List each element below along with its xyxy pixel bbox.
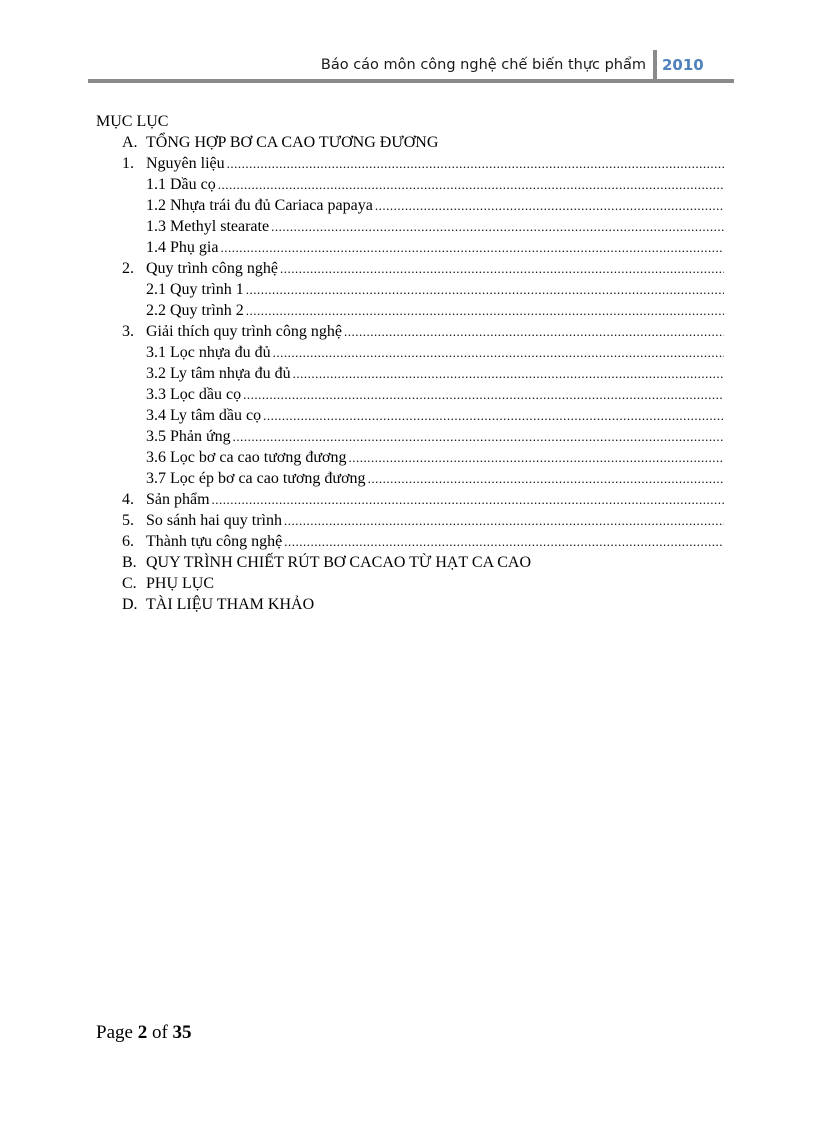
toc-item[interactable] xyxy=(146,300,724,321)
toc-section-letter: A. xyxy=(122,134,138,151)
toc-section-label: PHỤ LỤC xyxy=(146,575,215,592)
toc-item[interactable] xyxy=(146,174,724,195)
toc-item-label: 1.3 Methyl stearate xyxy=(146,218,270,235)
toc-section-b[interactable] xyxy=(122,552,531,573)
toc-item[interactable] xyxy=(122,153,724,174)
toc-item-label: Quy trình công nghệ xyxy=(146,260,278,277)
toc-dot-leader xyxy=(243,384,724,405)
toc-item[interactable] xyxy=(146,447,724,468)
toc-dot-leader xyxy=(348,447,724,468)
toc-item-label: 1.2 Nhựa trái đu đủ Cariaca papaya xyxy=(146,197,373,214)
toc-item-number: 2. xyxy=(122,260,134,277)
toc-dot-leader xyxy=(271,216,724,237)
toc-section-label: QUY TRÌNH CHIẾT RÚT BƠ CACAO TỪ HẠT CA CAO xyxy=(146,554,532,571)
toc-dot-leader xyxy=(344,321,724,342)
toc-dot-leader xyxy=(233,426,724,447)
toc-item-label: 2.2 Quy trình 2 xyxy=(146,302,244,319)
toc-item-label: 3.6 Lọc bơ ca cao tương đương xyxy=(146,449,347,466)
toc-item[interactable] xyxy=(146,237,724,258)
toc-item-label: Thành tựu công nghệ xyxy=(146,533,283,550)
toc-item-number: 6. xyxy=(122,533,134,550)
toc-dot-leader xyxy=(284,510,724,531)
toc-item[interactable] xyxy=(122,531,724,552)
toc-item[interactable] xyxy=(146,363,724,384)
footer-of-word: of xyxy=(151,1022,168,1043)
toc-title: MỤC LỤC xyxy=(96,113,169,130)
toc-item-label: 3.2 Ly tâm nhựa đu đủ xyxy=(146,365,291,382)
toc-section-c[interactable] xyxy=(122,573,214,594)
header-rule xyxy=(88,79,734,83)
toc-item[interactable] xyxy=(146,405,724,426)
header-separator xyxy=(653,50,657,82)
toc-item-label: 1.1 Dầu cọ xyxy=(146,176,216,193)
footer-page-word: Page xyxy=(96,1022,133,1043)
toc-dot-leader xyxy=(218,174,724,195)
toc-item[interactable] xyxy=(122,510,724,531)
toc-item-number: 4. xyxy=(122,491,134,508)
toc-item[interactable] xyxy=(146,216,724,237)
toc-item[interactable] xyxy=(122,321,724,342)
toc-dot-leader xyxy=(212,489,724,510)
toc-section-a[interactable] xyxy=(122,132,438,153)
page-header xyxy=(88,46,734,80)
toc-item-label: Giải thích quy trình công nghệ xyxy=(146,323,342,340)
toc-dot-leader xyxy=(246,279,724,300)
toc-item-label: 3.1 Lọc nhựa đu đủ xyxy=(146,344,271,361)
toc-item-label: So sánh hai quy trình xyxy=(146,512,282,529)
toc-section-letter: C. xyxy=(122,575,137,592)
toc-item-label: 3.4 Ly tâm dầu cọ xyxy=(146,407,262,424)
page-footer xyxy=(96,1022,192,1044)
footer-page-number: 2 xyxy=(137,1022,148,1043)
toc-item[interactable] xyxy=(122,258,724,279)
toc-item-label: 2.1 Quy trình 1 xyxy=(146,281,244,298)
toc-item-label: 1.4 Phụ gia xyxy=(146,239,219,256)
toc-item-label: Nguyên liệu xyxy=(146,155,225,172)
toc-section-d[interactable] xyxy=(122,594,314,615)
toc-section-letter: D. xyxy=(122,596,138,613)
toc-item[interactable] xyxy=(146,468,724,489)
toc-section-letter: B. xyxy=(122,554,137,571)
toc-section-label: TỔNG HỢP BƠ CA CAO TƯƠNG ĐƯƠNG xyxy=(146,134,439,151)
toc-dot-leader xyxy=(220,237,724,258)
toc-dot-leader xyxy=(246,300,724,321)
toc-item[interactable] xyxy=(146,384,724,405)
toc-dot-leader xyxy=(227,153,724,174)
toc-item[interactable] xyxy=(146,342,724,363)
toc-item-number: 3. xyxy=(122,323,134,340)
toc-dot-leader xyxy=(375,195,724,216)
toc-item[interactable] xyxy=(146,426,724,447)
toc-item-label: Sản phẩm xyxy=(146,491,210,508)
toc-dot-leader xyxy=(284,531,724,552)
footer-total-pages: 35 xyxy=(172,1022,192,1043)
header-title: Báo cáo môn công nghệ chế biến thực phẩm xyxy=(320,57,646,73)
toc-item-label: 3.5 Phản ứng xyxy=(146,428,231,445)
toc-dot-leader xyxy=(280,258,724,279)
toc-item-number: 5. xyxy=(122,512,134,529)
toc-section-label: TÀI LIỆU THAM KHẢO xyxy=(146,596,315,613)
toc-dot-leader xyxy=(293,363,724,384)
toc-item[interactable] xyxy=(122,489,724,510)
toc-item-label: 3.3 Lọc dầu cọ xyxy=(146,386,242,403)
toc-item[interactable] xyxy=(146,279,724,300)
toc-item-number: 1. xyxy=(122,155,134,172)
toc-dot-leader xyxy=(263,405,724,426)
header-year: 2010 xyxy=(662,56,704,74)
toc-item-label: 3.7 Lọc ép bơ ca cao tương đương xyxy=(146,470,366,487)
toc-item[interactable] xyxy=(146,195,724,216)
toc-dot-leader xyxy=(368,468,724,489)
toc-dot-leader xyxy=(273,342,724,363)
